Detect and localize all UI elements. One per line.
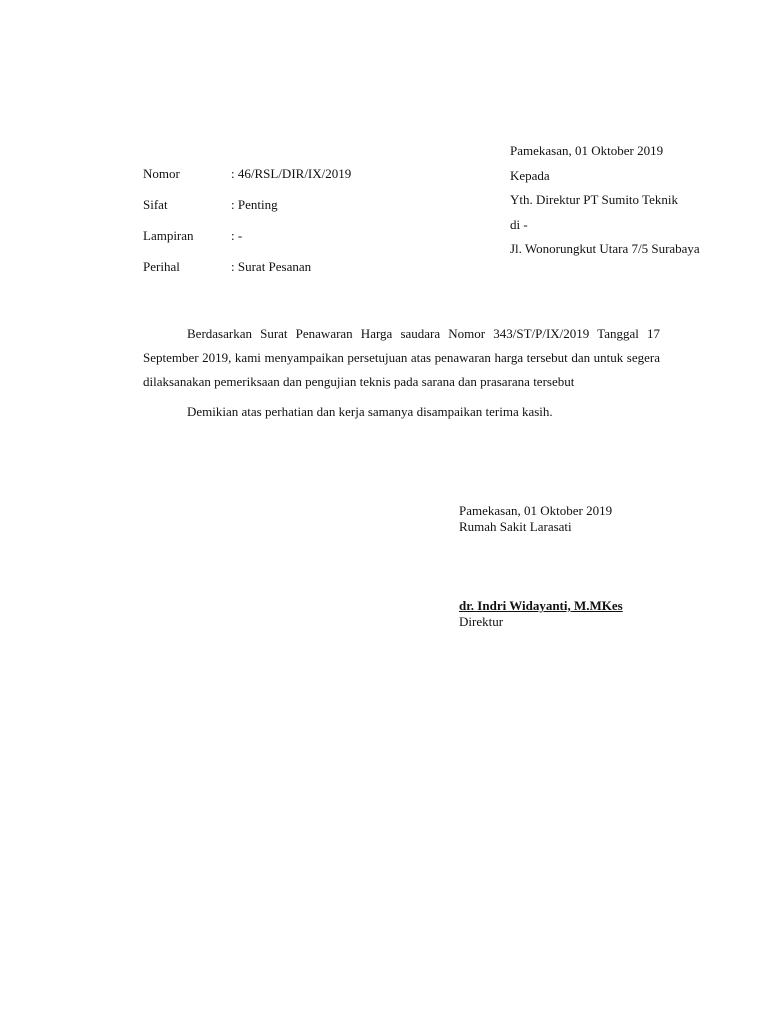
meta-label: Sifat bbox=[143, 197, 168, 212]
meta-value: : Surat Pesanan bbox=[231, 259, 312, 274]
meta-row-sifat bbox=[143, 197, 351, 228]
recipient-name: Yth. Direktur PT Sumito Teknik bbox=[510, 192, 678, 207]
meta-value: : Penting bbox=[231, 197, 278, 212]
meta-label: Lampiran bbox=[143, 228, 194, 243]
letter-date: Pamekasan, 01 Oktober 2019 bbox=[510, 143, 664, 158]
recipient-address-block bbox=[510, 143, 700, 266]
letter-body bbox=[143, 322, 660, 424]
meta-value: : - bbox=[231, 228, 243, 243]
address-di: di - bbox=[510, 216, 528, 232]
signatory-name: dr. Indri Widayanti, M.MKes bbox=[459, 598, 623, 613]
meta-label: Perihal bbox=[143, 259, 180, 274]
signature-institution: Rumah Sakit Larasati bbox=[459, 519, 572, 534]
meta-value: : 46/RSL/DIR/IX/2019 bbox=[231, 166, 352, 181]
meta-row-lampiran bbox=[143, 228, 351, 259]
meta-row-perihal bbox=[143, 259, 351, 290]
signature-place-date: Pamekasan, 01 Oktober 2019 bbox=[459, 503, 613, 518]
body-paragraph-closing: Demikian atas perhatian dan kerja samanya disampaikan terima kasih. bbox=[187, 404, 553, 419]
body-paragraph-main: Berdasarkan Surat Penawaran Harga saudara Nomor 343/ST/P/IX/2019 Tanggal 17 September 2019, kami menyampaikan persetujuan atas penawaran harga tersebut dan untuk segera dilaksanakan pemeriksaan dan pengujian teknis pada sarana dan prasarana tersebut bbox=[143, 326, 660, 389]
meta-row-nomor bbox=[143, 166, 351, 197]
address-to: Kepada bbox=[510, 167, 550, 183]
signature-block bbox=[459, 503, 623, 630]
recipient-street: Jl. Wonorungkut Utara 7/5 Surabaya bbox=[510, 241, 700, 256]
meta-label: Nomor bbox=[143, 166, 180, 181]
letter-meta-block bbox=[143, 166, 351, 290]
signatory-title: Direktur bbox=[459, 614, 504, 629]
